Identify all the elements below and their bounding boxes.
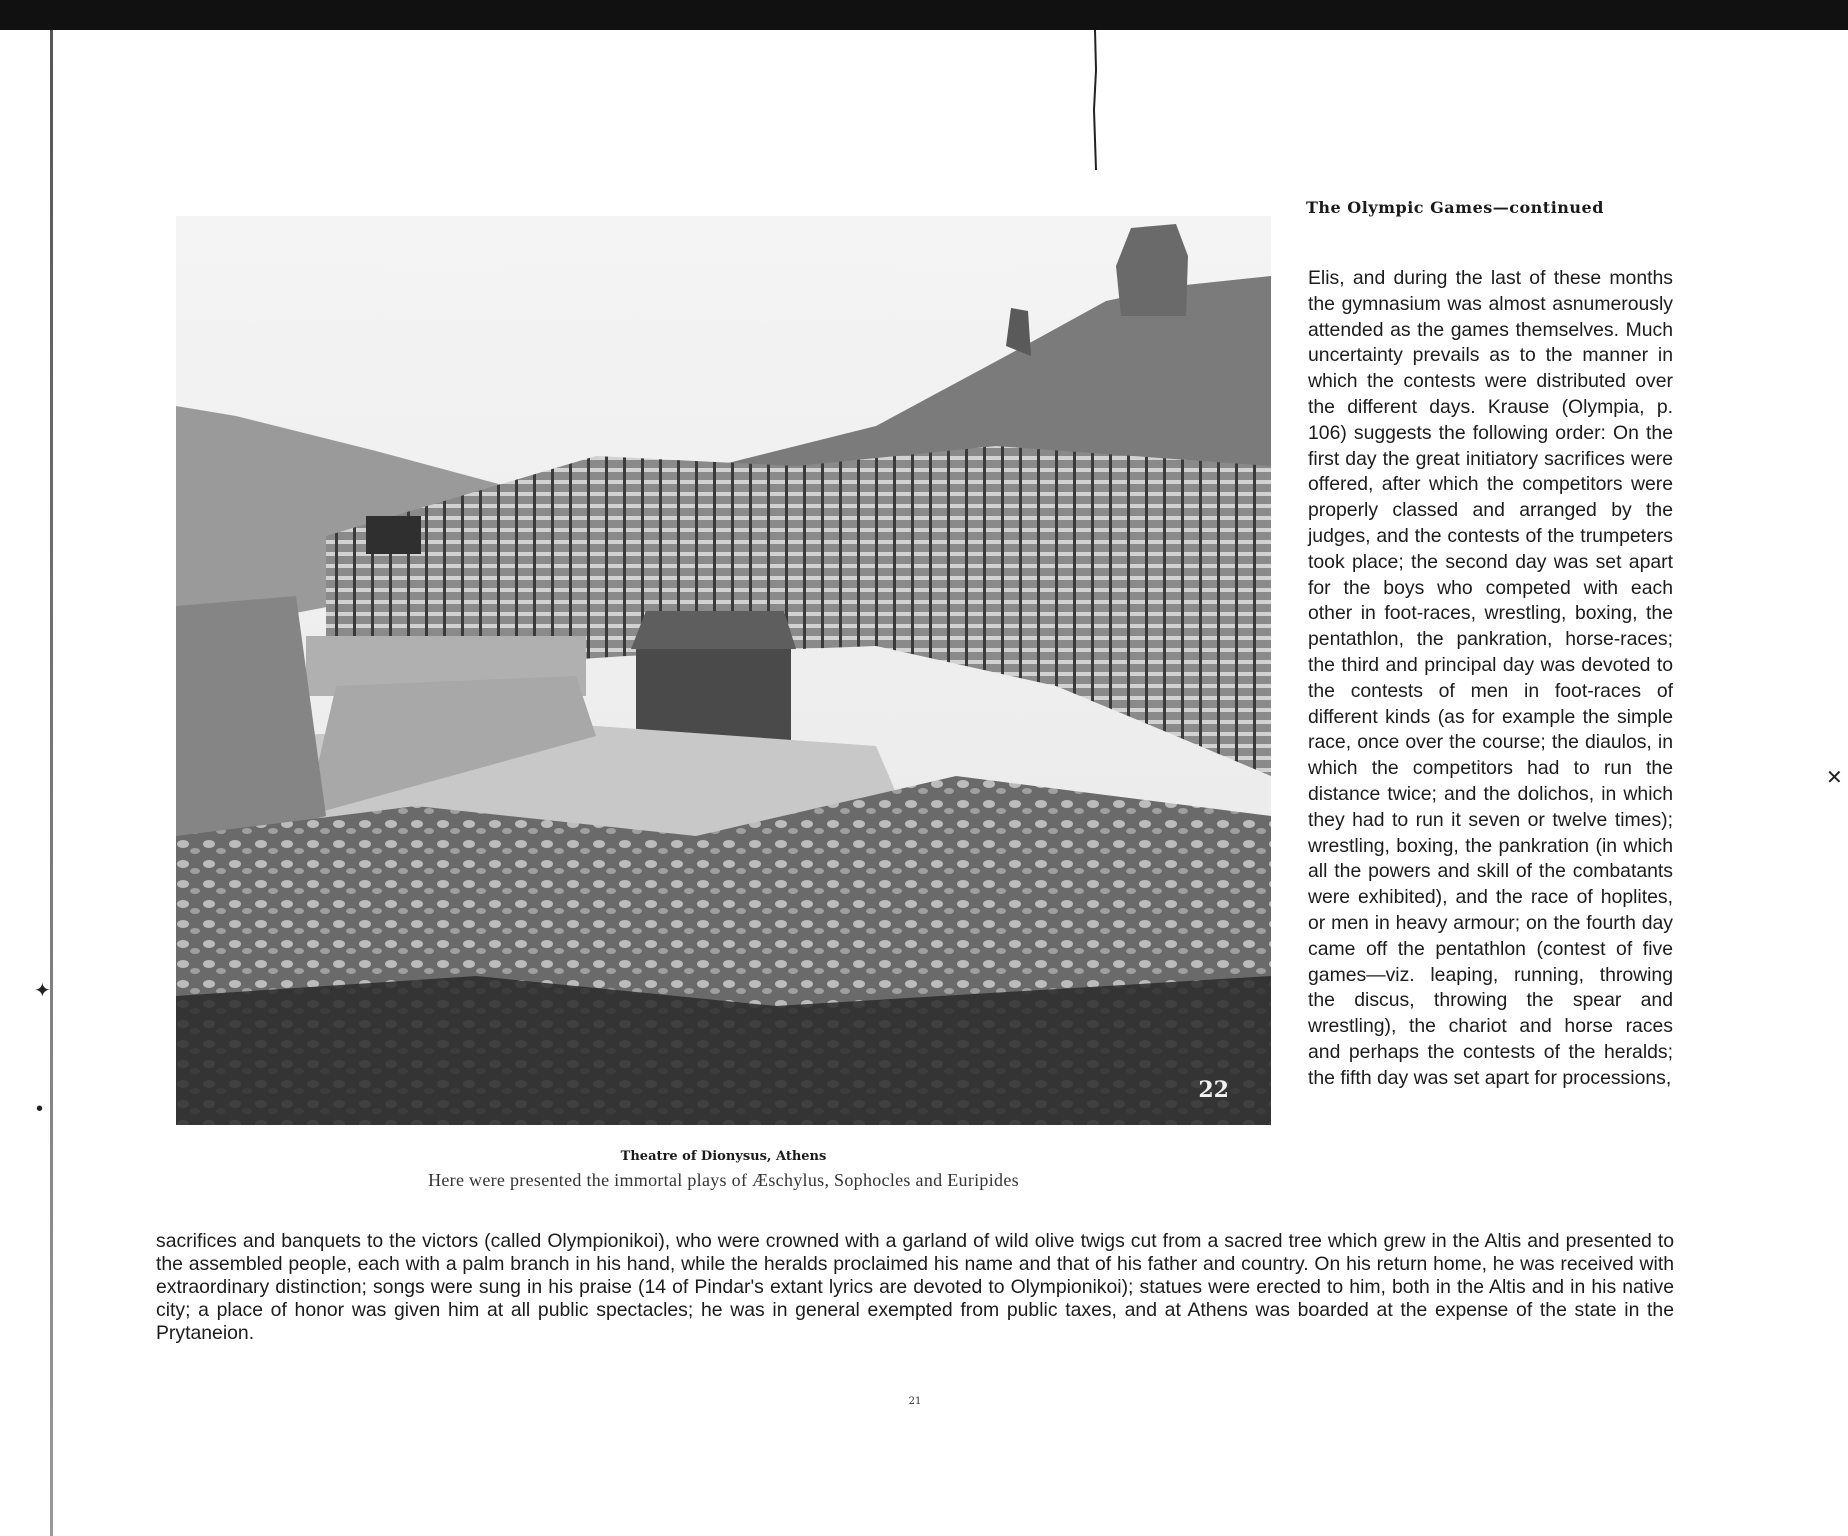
binding-mark: • — [36, 1098, 44, 1120]
figure-title: Theatre of Dionysus, Athens — [620, 1149, 827, 1164]
scan-top-border — [0, 0, 1848, 30]
binding-mark: ✦ — [34, 980, 51, 1002]
plate-number: 22 — [1198, 1077, 1229, 1103]
body-paragraph: sacrifices and banquets to the victors (called Olympionikoi), who were crowned with a garland of wild olive twigs cut from a sacred tree which grew in the Altis and presented to the assembled people, each with a palm branch in his hand, while the heralds proclaimed his name and that of his father and country. On his return home, he was received with extraordinary distinction; songs were sung in his praise (14 of Pindar's extant lyrics are devoted to Olympionikoi); statues were erected to him, both in the Altis and in his native city; a place of honor was given him at all public spectacles; he was in general exempted from public taxes, and at Athens was boarded at the expense of the state in the Prytaneion. — [156, 1230, 1674, 1344]
page-number: 21 — [908, 1396, 922, 1407]
body-full-width-text — [156, 1230, 1674, 1345]
figure-caption: Here were presented the immortal plays of Æschylus, Sophocles and Euripides — [428, 1170, 1019, 1190]
theatre-photograph — [176, 216, 1271, 1125]
theatre-photo-illustration — [176, 216, 1271, 1125]
body-paragraph: Elis, and during the last of these months the gymnasium was almost asnumerously attended as the games themselves. Much uncertainty prevails as to the manner in which the contests were distributed over the different days. Krause (Olympia, p. 106) suggests the following order: On the first day the great initiatory sacrifices were offered, after which the competitors were properly classed and arranged by the judges, and the contests of the trumpeters took place; the second day was set apart for the boys who competed with each other in foot-races, wrestling, boxing, the pentathlon, the pankration, horse-races; the third and principal day was devoted to the contests of men in foot-races of different kinds (as for example the simple race, once over the course; the diaulos, in which the competitors had to run the distance twice; and the dolichos, in which they had to run it seven or twelve times); wrestling, boxing, the pankration (in which all the powers and skill of the combatants were exhibited), and the race of hoplites, or men in heavy armour; on the fourth day came off the pentathlon (contest of five games—viz. leaping, running, throwing the discus, throwing the spear and wrestling), the chariot and horse races and perhaps the contests of the heralds; the fifth day was set apart for processions, — [1308, 267, 1673, 1089]
page-gutter-left — [50, 30, 53, 1536]
binding-mark: ✕ — [1826, 767, 1843, 789]
page-fold-mark — [1092, 30, 1098, 170]
running-header: The Olympic Games—continued — [1306, 198, 1604, 217]
body-column-text — [1308, 266, 1673, 1092]
